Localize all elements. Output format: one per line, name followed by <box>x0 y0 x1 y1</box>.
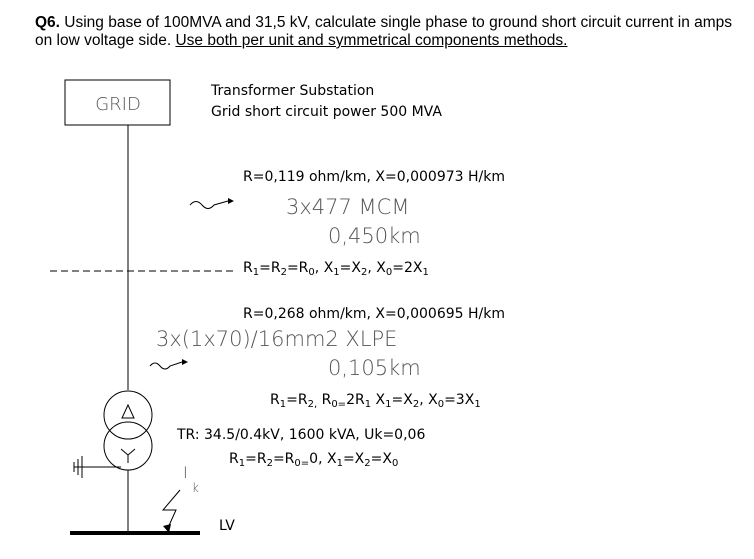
fault-current-label: I <box>183 463 188 482</box>
power-flow-arrow-icon <box>190 198 234 209</box>
transformer-symbol <box>104 391 152 470</box>
power-flow-arrow-icon <box>150 359 188 369</box>
transformer-relations: $R_1=R_2=R_{0=}0$, $X_1=X_2=X_0$ <box>229 451 399 469</box>
lv-label: LV <box>219 518 235 534</box>
line1-relations: $R_1=R_2=R_0$, $X_1=X_2$, $X_0=2X_1$ <box>243 260 429 278</box>
fault-current-subscript: k <box>192 481 199 495</box>
question-method-note: Use both per unit and symmetrical components methods. <box>175 32 568 49</box>
wye-winding-icon <box>121 449 135 463</box>
line2-params: R=0,268 ohm/km, X=0,000695 H/km <box>243 306 505 322</box>
question-body: Using base of 100MVA and 31,5 kV, calculate single phase to ground short circuit current in amps on low voltage side. <box>35 14 733 49</box>
line1-conductor: 3x477 MCM <box>286 195 410 219</box>
fault-arrow-icon <box>163 490 180 533</box>
line2-relations: $R_1=R_{2,}$ $R_{0=}2R_1$ $X_1=X_2$, $X_0=3X_1$ <box>270 392 481 410</box>
ground-icon <box>74 456 121 478</box>
grid-label: GRID <box>95 94 141 115</box>
delta-winding-icon <box>122 405 134 418</box>
substation-grid-power: Grid short circuit power 500 MVA <box>211 104 442 120</box>
question-number: Q6. <box>35 14 60 31</box>
transformer-params: TR: 34.5/0.4kV, 1600 kVA, Uk=0,06 <box>177 427 426 443</box>
substation-title: Transformer Substation <box>211 83 375 99</box>
line2-cable: 3x(1x70)/16mm2 XLPE <box>156 327 398 351</box>
line1-length: 0,450km <box>328 224 421 248</box>
line2-length: 0,105km <box>328 356 421 380</box>
line1-params: R=0,119 ohm/km, X=0,000973 H/km <box>243 169 505 185</box>
